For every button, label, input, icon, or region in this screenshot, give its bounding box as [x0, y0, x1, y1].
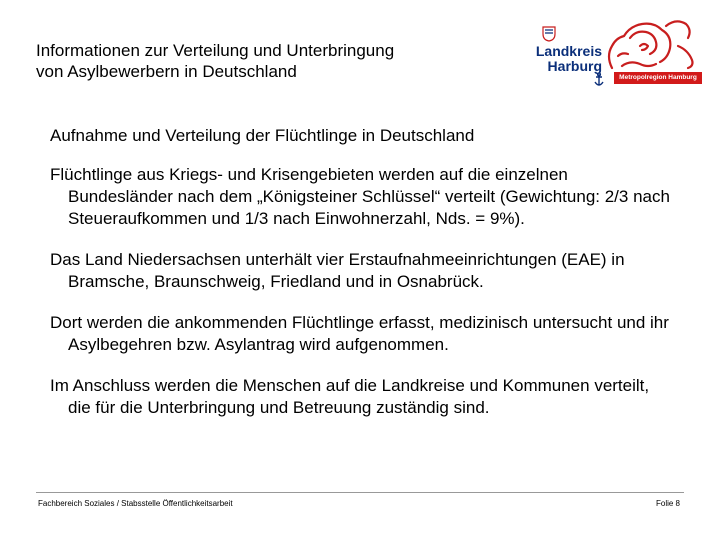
title-line-2: von Asylbewerbern in Deutschland — [36, 62, 297, 81]
logo-wordmark — [516, 44, 602, 74]
landkreis-harburg-logo — [510, 14, 706, 92]
section-heading: Aufnahme und Verteilung der Flüchtlinge in Deutschland — [50, 126, 475, 145]
lion-icon — [600, 16, 702, 74]
coat-of-arms-icon — [542, 26, 556, 42]
anchor-icon — [592, 72, 606, 88]
title-line-1: Informationen zur Verteilung und Unterbringung — [36, 41, 395, 60]
metropolregion-badge: Metropolregion Hamburg — [614, 72, 702, 84]
paragraph: Das Land Niedersachsen unterhält vier Erstaufnahmeeinrichtungen (EAE) in Bramsche, Braunschweig, Friedland und in Osnabrück. — [50, 250, 625, 291]
slide-content — [50, 126, 670, 438]
paragraph: Flüchtlinge aus Kriegs- und Krisengebieten werden auf die einzelnen Bundesländer nach dem „Königsteiner Schlüssel“ verteilt (Gewichtung: 2/3 nach Steueraufkommen und 1/3 nach Einwohnerzahl, Nds. = 9%). — [50, 165, 670, 228]
footer-department: Fachbereich Soziales / Stabsstelle Öffentlichkeitsarbeit — [38, 499, 233, 508]
footer-divider — [36, 492, 684, 493]
page-title — [36, 40, 496, 82]
logo-name-line-1: Landkreis — [535, 43, 602, 59]
slide-number: Folie 8 — [655, 499, 680, 508]
paragraph: Dort werden die ankommenden Flüchtlinge erfasst, medizinisch untersucht und ihr Asylbegehren bzw. Asylantrag wird aufgenommen. — [50, 313, 669, 354]
paragraph: Im Anschluss werden die Menschen auf die Landkreise und Kommunen verteilt, die für die Unterbringung und Betreuung zuständig sind. — [50, 376, 650, 417]
logo-name-line-2: Harburg — [547, 58, 602, 74]
